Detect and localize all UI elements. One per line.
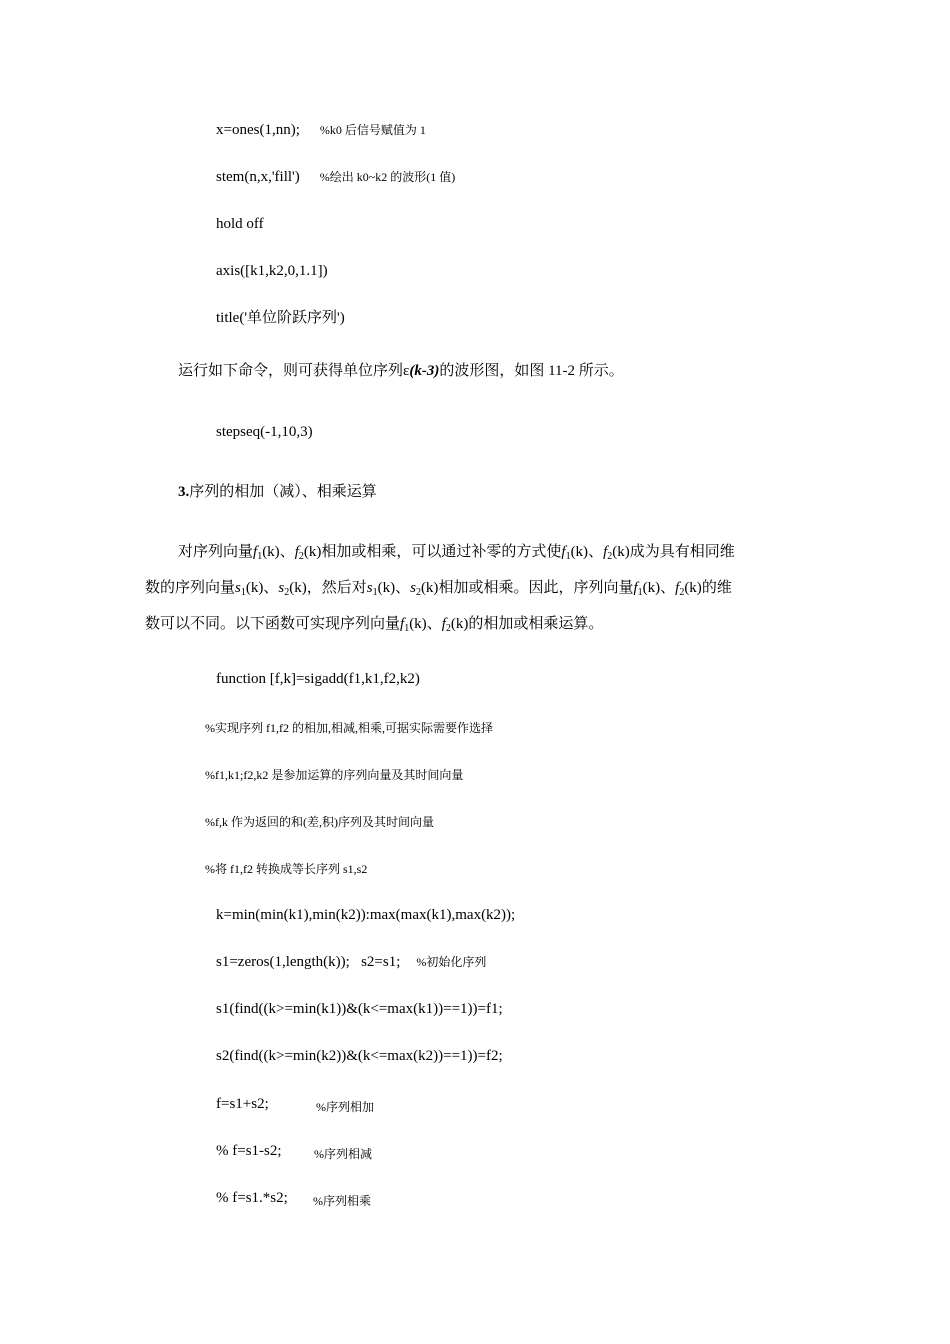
paragraph-line <box>145 578 732 598</box>
text-run: (k) <box>377 580 396 596</box>
subscript: 2 <box>298 551 304 562</box>
code-line <box>216 999 503 1019</box>
code-comment-line <box>313 1191 371 1211</box>
text-run: 成为具有相同维 <box>629 544 735 560</box>
section-heading <box>178 482 377 502</box>
text-run: 、 <box>426 616 442 632</box>
code-comment-line <box>205 765 463 785</box>
math-f: f <box>441 616 446 632</box>
subscript: 1 <box>565 551 571 562</box>
subscript: 1 <box>240 587 246 598</box>
code-line <box>216 1141 282 1161</box>
epsilon-symbol: ε <box>403 363 410 379</box>
code-line <box>216 261 328 281</box>
text-run: 、 <box>279 544 295 560</box>
subscript: 2 <box>679 587 685 598</box>
code-text: % f=s1.*s2; <box>216 1190 288 1206</box>
code-text: x=ones(1,nn); <box>216 122 300 138</box>
command-line <box>216 422 313 442</box>
code-comment: %将 f1,f2 转换成等长序列 s1,s2 <box>205 862 368 876</box>
code-comment: %序列相减 <box>314 1147 372 1161</box>
code-comment-line <box>314 1144 372 1164</box>
math-f: f <box>294 544 299 560</box>
text-run: 对序列向量 <box>178 544 254 560</box>
text-run: 、 <box>263 580 279 596</box>
text-run: (k) <box>612 544 630 560</box>
math-f: f <box>253 544 258 560</box>
text-run: (k) <box>642 580 661 596</box>
text-run: 数可以不同。以下函数可实现序列向量 <box>145 616 401 632</box>
code-comment-line <box>205 718 493 738</box>
math-f: f <box>561 544 566 560</box>
text-run: 、 <box>395 580 411 596</box>
code-line <box>216 1188 288 1208</box>
text-run: 的维 <box>701 580 732 596</box>
text-run: (k) <box>420 580 439 596</box>
math-s: s <box>410 580 416 596</box>
text-run: 数的序列向量 <box>145 580 236 596</box>
math-f: f <box>675 580 680 596</box>
code-comment: %绘出 k0~k2 的波形(1 值) <box>319 170 456 184</box>
code-text: k=min(min(k1),min(k2)):max(max(k1),max(k2)); <box>216 907 516 923</box>
text-run: (k) <box>262 544 280 560</box>
code-text: stem(n,x,'fill') <box>216 169 300 185</box>
code-comment-line <box>205 859 367 879</box>
math-f: f <box>603 544 608 560</box>
subscript: 1 <box>257 551 263 562</box>
code-line <box>216 308 345 328</box>
code-comment: %k0 后信号赋值为 1 <box>319 123 426 137</box>
text-run: (k) <box>450 616 469 632</box>
code-text: hold off <box>216 216 264 232</box>
code-text: axis([k1,k2,0,1.1]) <box>216 263 328 279</box>
code-line <box>216 905 515 925</box>
text-run: 相加或相乘。因此，序列向量 <box>438 580 634 596</box>
code-line <box>216 952 486 972</box>
code-comment: %初始化序列 <box>416 955 487 969</box>
code-line <box>216 1046 503 1066</box>
code-line <box>216 214 264 234</box>
code-comment: %序列相加 <box>316 1100 374 1114</box>
text-run: 的相加或相乘运算。 <box>468 616 604 632</box>
code-text: f=s1+s2; <box>216 1096 269 1112</box>
code-text: title('单位阶跃序列') <box>216 310 345 326</box>
text-run: (k-3) <box>409 363 440 379</box>
code-text: s1(find((k>=min(k1))&(k<=max(k1))==1))=f1; <box>216 1001 503 1017</box>
code-comment-line <box>205 812 434 832</box>
subscript: 1 <box>637 587 643 598</box>
text-run: 的波形图，如图 11-2 所示。 <box>439 363 624 379</box>
math-s: s <box>235 580 241 596</box>
code-comment-line <box>316 1097 374 1117</box>
text-run: (k) <box>289 580 307 596</box>
math-f: f <box>633 580 638 596</box>
subscript: 2 <box>607 551 613 562</box>
paragraph-run <box>178 361 624 381</box>
code-comment: %序列相乘 <box>313 1194 371 1208</box>
subscript: 2 <box>284 587 290 598</box>
math-f: f <box>400 616 405 632</box>
text-run: (k) <box>684 580 702 596</box>
code-comment: %f1,k1;f2,k2 是参加运算的序列向量及其时间向量 <box>205 768 464 782</box>
code-comment: %f,k 作为返回的和(差,积)序列及其时间向量 <box>205 815 434 829</box>
section-title: 序列的相加（减）、相乘运算 <box>189 484 377 500</box>
text-run: (k) <box>409 616 427 632</box>
section-number: 3. <box>178 484 190 500</box>
code-text: % f=s1-s2; <box>216 1143 282 1159</box>
code-text: stepseq(-1,10,3) <box>216 424 313 440</box>
text-run: 运行如下命令，则可获得单位序列 <box>178 363 404 379</box>
subscript: 1 <box>404 623 410 634</box>
code-line <box>216 1094 269 1114</box>
subscript: 1 <box>372 587 378 598</box>
text-run: ，然后对 <box>306 580 367 596</box>
text-run: 、 <box>660 580 676 596</box>
code-text: function [f,k]=sigadd(f1,k1,f2,k2) <box>216 671 420 687</box>
text-run: 相加或相乘，可以通过补零的方式使 <box>321 544 562 560</box>
code-comment: %实现序列 f1,f2 的相加,相减,相乘,可据实际需要作选择 <box>205 721 493 735</box>
text-run: 、 <box>588 544 604 560</box>
code-line <box>216 167 455 187</box>
text-run: (k) <box>245 580 264 596</box>
text-run: (k) <box>303 544 322 560</box>
function-header <box>216 669 420 689</box>
subscript: 2 <box>445 623 451 634</box>
subscript: 2 <box>415 587 421 598</box>
math-s: s <box>366 580 373 596</box>
code-line <box>216 120 426 140</box>
paragraph-line <box>145 614 603 634</box>
code-text: s2(find((k>=min(k2))&(k<=max(k2))==1))=f2; <box>216 1048 503 1064</box>
math-s: s <box>278 580 285 596</box>
text-run: (k) <box>570 544 589 560</box>
paragraph-line <box>178 542 735 562</box>
code-text: s1=zeros(1,length(k)); s2=s1; <box>216 954 401 970</box>
